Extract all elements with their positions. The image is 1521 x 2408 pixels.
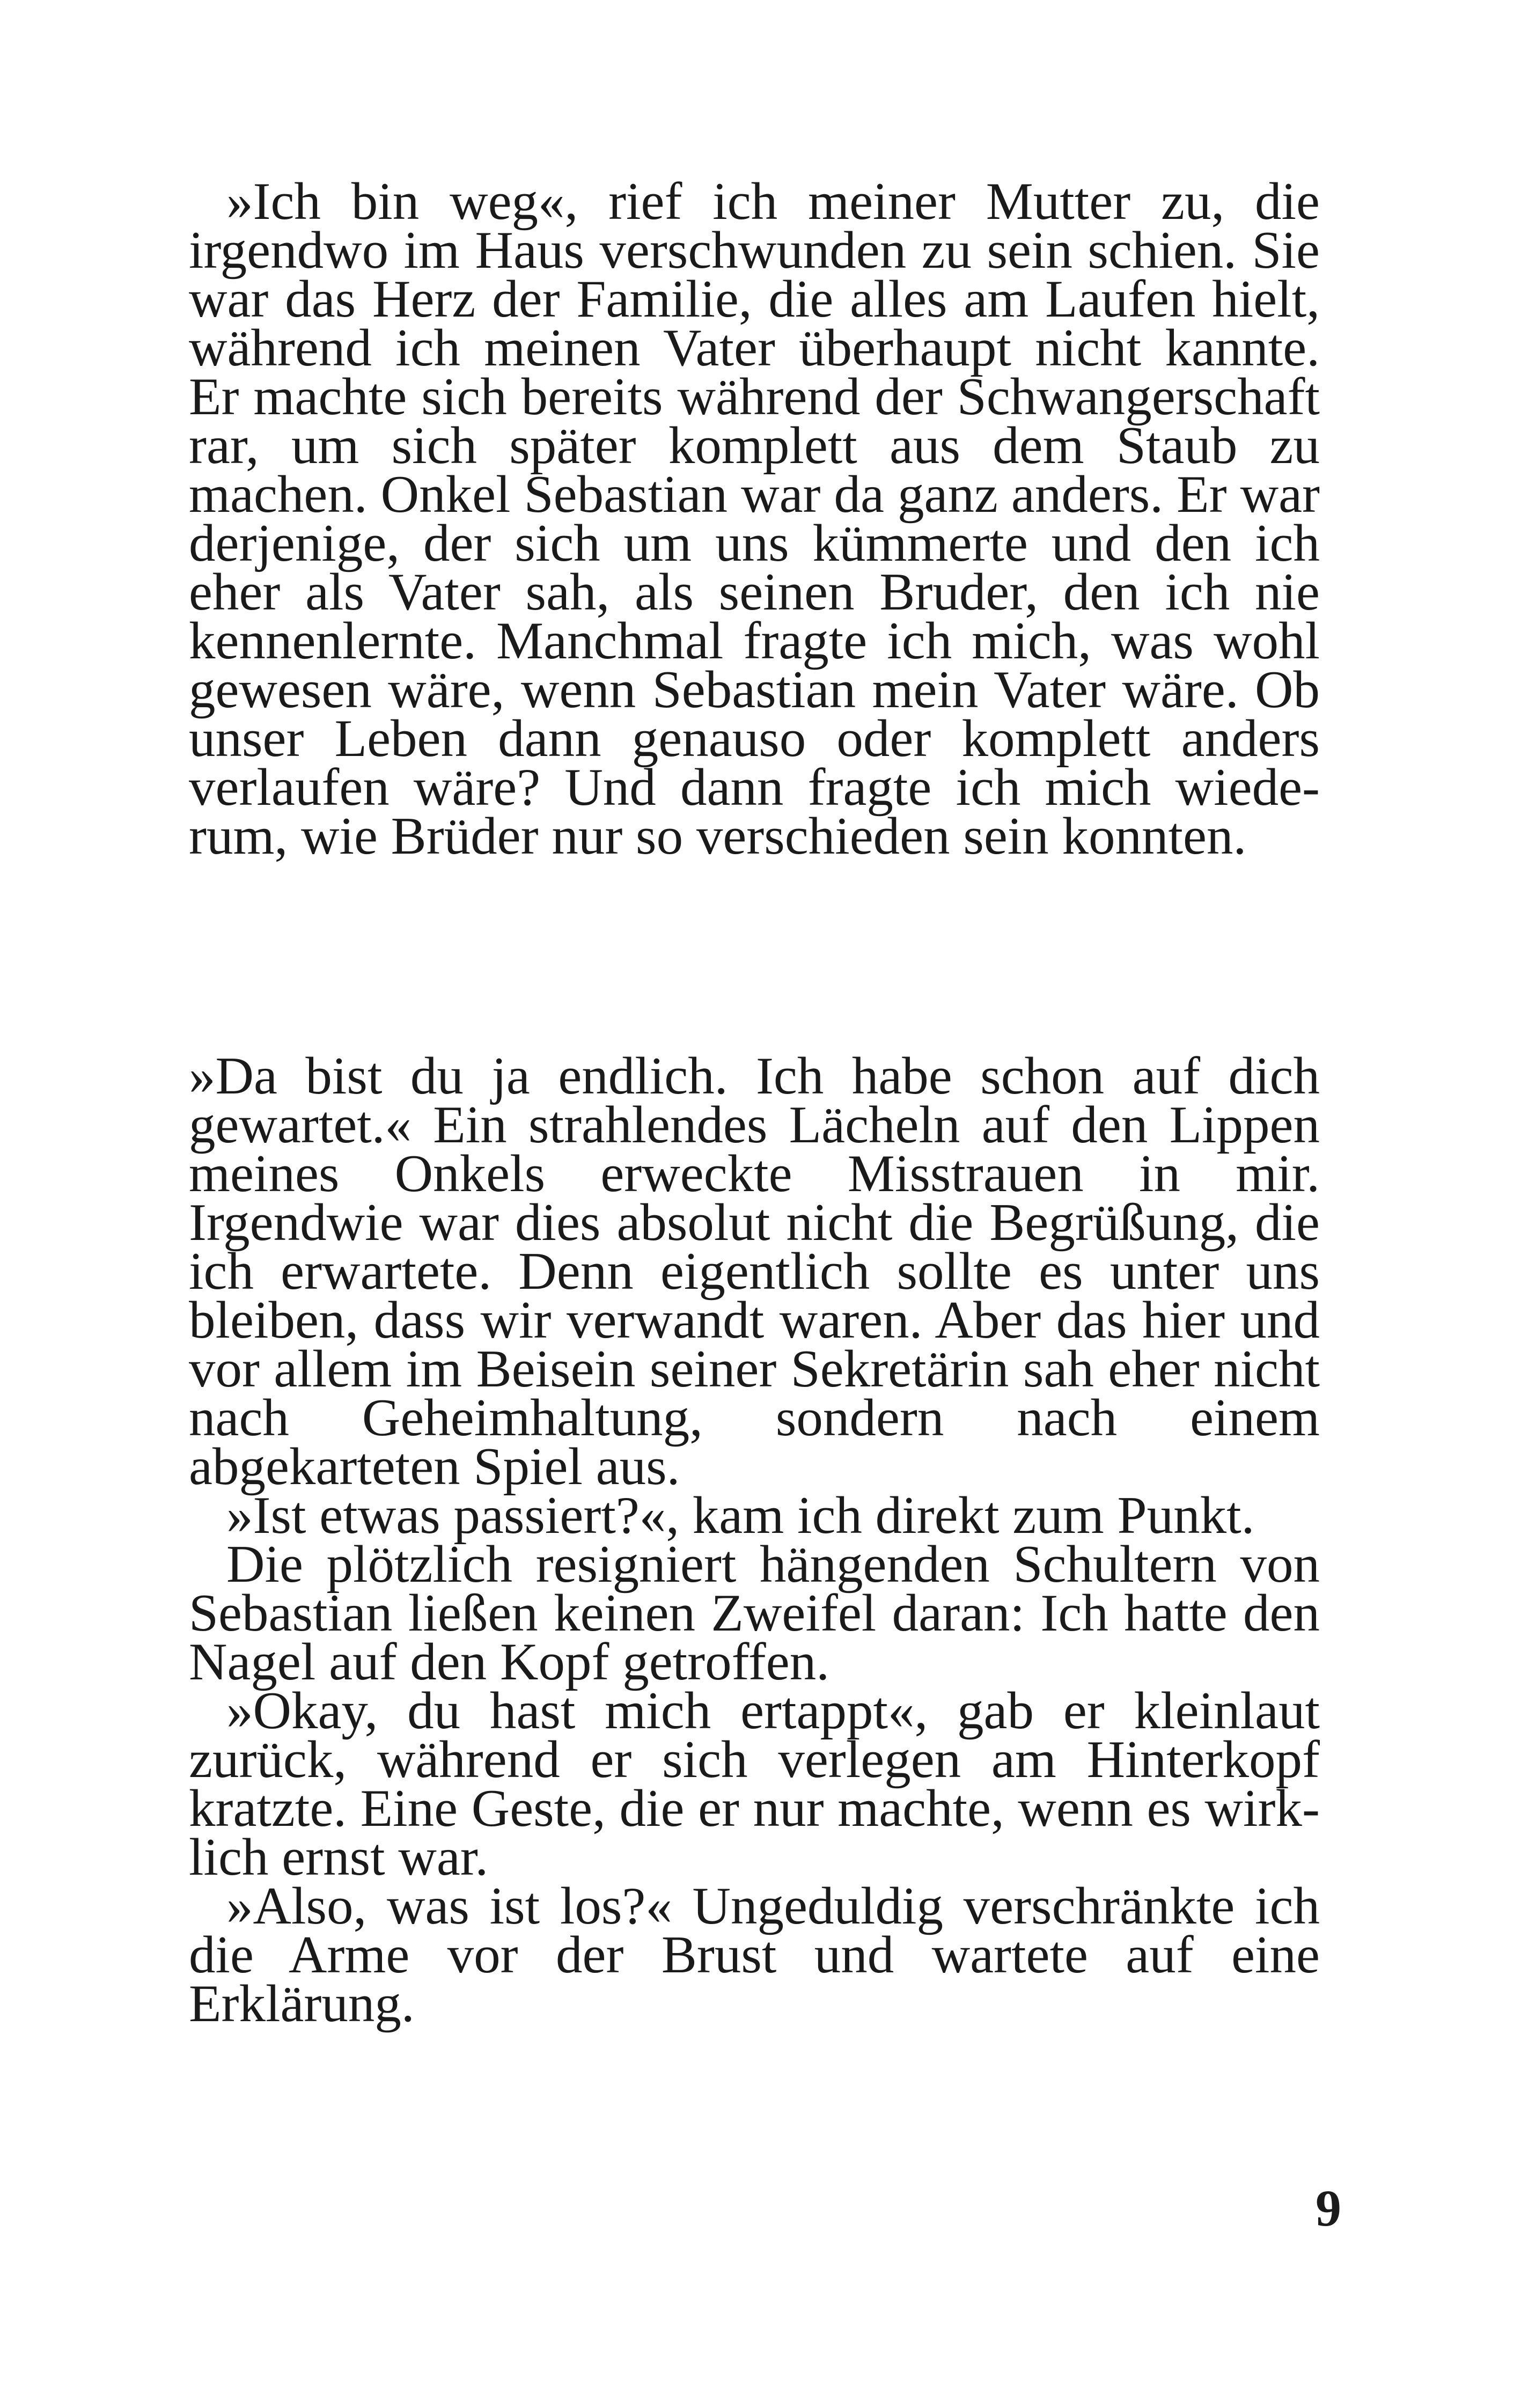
paragraph: »Okay, du hast mich ertappt«, gab er kleinlaut zurück, während er sich verlegen am Hinterkopf kratzte. Eine Geste, die er nur machte, wenn es wirklich ernst war. [189, 1682, 1320, 1886]
scene-section [189, 1047, 1320, 2033]
paragraph: »Ist etwas passiert?«, kam ich direkt zum Punkt. [226, 1486, 1255, 1545]
paragraph: Die plötzlich resigniert hängenden Schultern von Sebastian ließen keinen Zweifel daran: Ich hatte den Nagel auf den Kopf getroffen. [189, 1535, 1320, 1691]
paragraph: »Also, was ist los?« Ungeduldig verschränkte ich die Arme vor der Brust und wartete auf eine Erklärung. [189, 1877, 1320, 2033]
paragraph: »Ich bin weg«, rief ich meiner Mutter zu, die irgendwo im Haus verschwunden zu sein schien. Sie war das Herz der Familie, die alles am Laufen hielt, während ich meinen Vater überhaupt nicht kannte. Er machte sich bereits während der Schwangerschaft rar, um sich später komplett aus dem Staub zu machen. Onkel Sebastian war da ganz anders. Er war derjenige, der sich um uns kümmerte und den ich eher als Vater sah, als seinen Bruder, den ich nie kennenlernte. Manchmal fragte ich mich, was wohl gewesen wäre, wenn Sebastian mein Vater wäre. Ob unser Leben dann genauso oder komplett anders verlaufen wäre? Und dann fragte ich mich wiederum, wie Brüder nur so verschieden sein konnten. [189, 172, 1320, 865]
paragraph: »Da bist du ja endlich. Ich habe schon auf dich gewartet.« Ein strahlendes Lächeln auf den Lippen meines Onkels erweckte Misstrauen in mir. Irgendwie war dies absolut nicht die Begrüßung, die ich erwartete. Denn eigentlich sollte es unter uns bleiben, dass wir verwandt waren. Aber das hier und vor allem im Beisein seiner Sekretärin sah eher nicht nach Geheimhaltung, sondern nach einem abgekarteten Spiel aus. [189, 1047, 1320, 1496]
opening-section [189, 172, 1320, 865]
page-number: 9 [1316, 2179, 1341, 2237]
